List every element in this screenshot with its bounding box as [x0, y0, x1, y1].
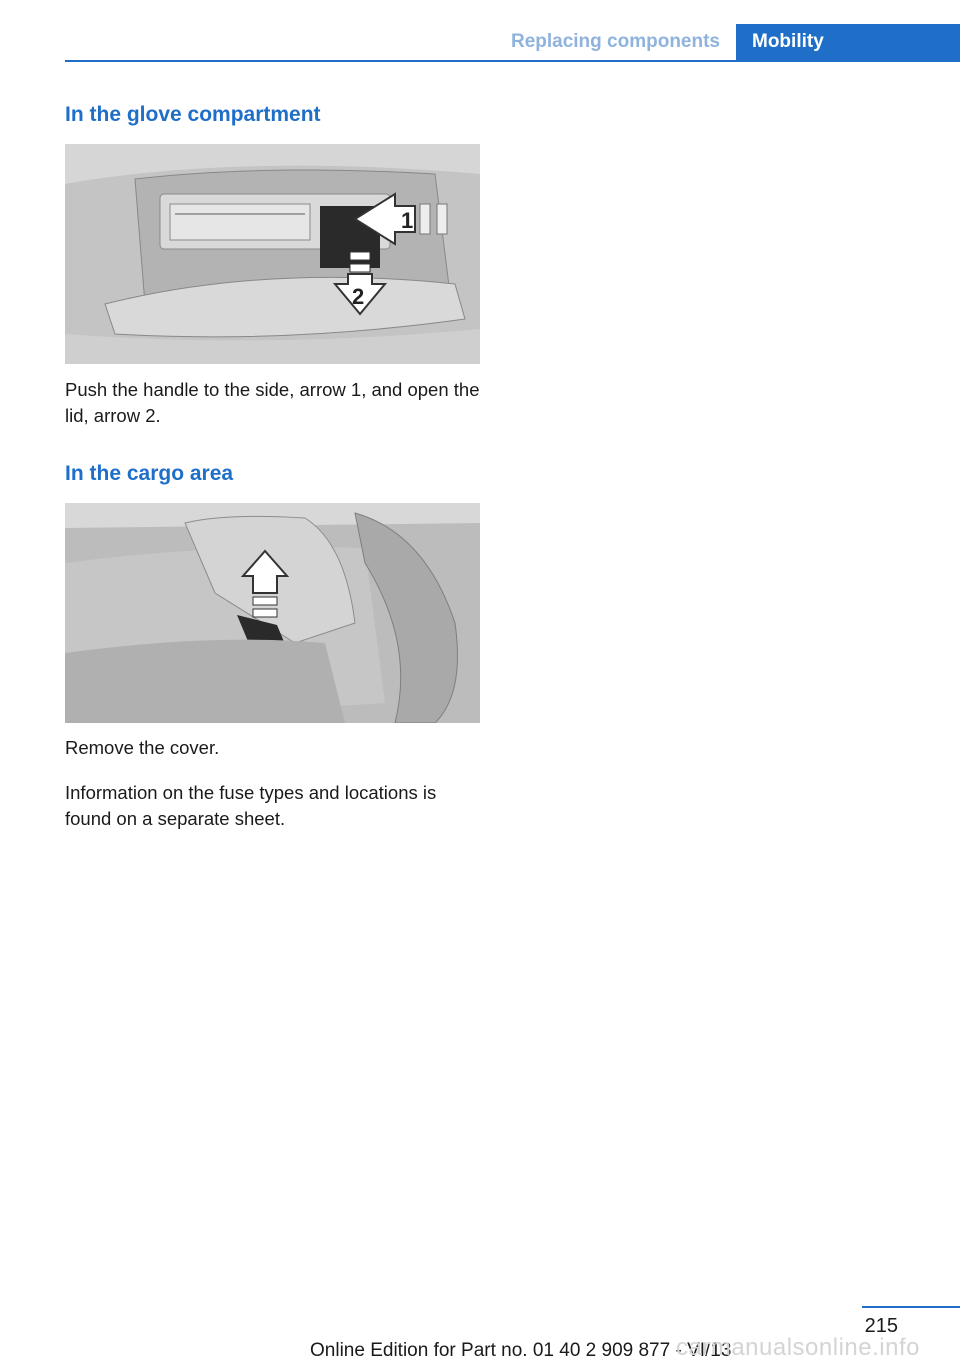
- cargo-area-illustration: [65, 503, 480, 723]
- glove-compartment-instruction: Push the handle to the side, arrow 1, and open the lid, arrow 2.: [65, 379, 480, 426]
- footer-rule: [862, 1306, 960, 1308]
- cargo-area-instruction: Remove the cover.: [65, 737, 220, 758]
- header-section-title: Replacing components: [510, 31, 720, 52]
- glove-compartment-illustration: [65, 144, 480, 364]
- arrow-1-label: 1: [401, 208, 414, 233]
- header-rule: [65, 60, 960, 62]
- header-chapter-tab: Mobility: [736, 24, 960, 62]
- page-header: [65, 24, 960, 62]
- edition-line: Online Edition for Part no. 01 40 2 909 877 - VI/13: [310, 1340, 732, 1361]
- glove-compartment-drawing: [65, 144, 480, 364]
- glove-compartment-heading: In the glove compartment: [65, 103, 321, 126]
- cargo-area-drawing: [65, 503, 480, 723]
- cargo-area-heading: In the cargo area: [65, 462, 234, 485]
- page-number: 215: [864, 1315, 898, 1337]
- watermark: carmanualsonline.info: [676, 1334, 920, 1361]
- arrow-2-label: 2: [352, 284, 365, 309]
- fuse-info-note: Information on the fuse types and locations is found on a separate sheet.: [65, 782, 437, 829]
